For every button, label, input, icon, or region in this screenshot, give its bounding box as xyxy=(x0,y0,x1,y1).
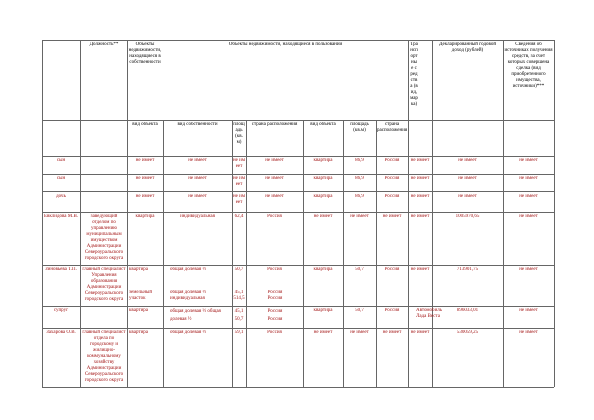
row-6-use-kind: не имеет xyxy=(313,330,333,335)
sub-owned-area: площадь (кв. м) xyxy=(233,122,245,145)
row-5-use-kind: квартира xyxy=(313,308,333,313)
row-5-vehicle: Автомобиль Лада Веста xyxy=(416,308,443,319)
row-5-use-area: 50,7 xyxy=(355,308,364,313)
row-1-own-country: не имеет xyxy=(265,176,284,181)
header-source: Сведения об источниках получения средств, за счет которых совершена сделка (вид приобретенного имущества, источники)*** xyxy=(504,42,553,89)
row-0-source: не имеет xyxy=(519,158,538,163)
header-position: Должность** xyxy=(89,42,119,47)
row-4-own-type: общая долевая ½ xyxy=(170,267,207,272)
row-0-own-area: не имеет xyxy=(233,158,245,169)
row-3-name: Евклидова М.В. xyxy=(43,214,79,219)
row-1-own-type: не имеет xyxy=(188,176,207,181)
row-5-income: 896033,01 xyxy=(456,308,479,313)
h-line xyxy=(42,328,554,329)
h-line xyxy=(42,174,554,175)
row-6-vehicle: не имеет xyxy=(410,330,430,335)
row-6-own-area: 59,1 xyxy=(234,330,244,335)
row-6-income: 530059,25 xyxy=(456,330,479,335)
h-line xyxy=(42,387,554,388)
row-3-source: не имеет xyxy=(519,214,538,219)
h-line xyxy=(42,120,554,121)
row-2-use-area: 86,9 xyxy=(355,194,364,199)
row-4-own-country-2: Россия Россия xyxy=(267,290,283,301)
row-2-use-country: Россия xyxy=(384,194,400,199)
row-6-own-country: Россия xyxy=(267,330,282,335)
row-5-own-country: Россия Россия xyxy=(267,309,283,322)
row-2-own-country: не имеет xyxy=(265,194,284,199)
row-0-use-area: 86,9 xyxy=(355,158,364,163)
sub-used-kind: вид объекта xyxy=(310,122,336,127)
h-line xyxy=(42,306,554,307)
row-3-own-kind: квартира xyxy=(135,214,155,219)
row-3-position: заведующий отделом по управлению муниципальным имуществом Администрации Североуральского городского округа xyxy=(84,214,124,261)
sub-owned-country: страна расположения xyxy=(251,122,298,127)
row-1-source: не имеет xyxy=(519,176,538,181)
h-line xyxy=(42,156,554,157)
row-0-use-country: Россия xyxy=(384,158,400,163)
row-4-name: Зиновьева Т.П. xyxy=(45,267,77,272)
row-1-vehicle: не имеет xyxy=(410,176,430,181)
row-1-use-kind: квартира xyxy=(313,176,333,181)
row-6-own-type: общая долевая ½ xyxy=(170,330,207,335)
sub-owned-type: вид собственности xyxy=(177,122,218,127)
row-4-own-kind: квартира xyxy=(129,267,148,272)
sub-owned-kind: вид объекта xyxy=(132,122,158,127)
row-6-own-kind: квартира xyxy=(129,330,148,335)
row-4-own-kind-2: земельный участок xyxy=(129,290,153,301)
row-6-source: не имеет xyxy=(519,330,538,335)
row-4-own-country: Россия xyxy=(267,267,282,272)
row-6-position: главный специалист отдела по городскому и жилищно-коммунальному хозяйству Администрации Североуральского городского округа xyxy=(82,330,126,383)
row-2-own-type: не имеет xyxy=(188,194,207,199)
row-5-own-area: 45,1 50,7 xyxy=(234,309,244,322)
row-3-vehicle: не имеет xyxy=(410,214,430,219)
row-1-name: сын xyxy=(56,176,66,181)
row-2-use-kind: квартира xyxy=(313,194,333,199)
row-3-own-area: 62,4 xyxy=(234,214,244,219)
h-line xyxy=(42,212,554,213)
row-4-vehicle: не имеет xyxy=(410,267,430,272)
h-line xyxy=(42,40,554,41)
header-income: Декларированный годовой доход (рублей) xyxy=(439,42,496,53)
row-2-name: дочь xyxy=(56,194,66,199)
row-6-use-country: не имеет xyxy=(382,330,402,335)
sub-used-country: страна расположения xyxy=(377,122,407,133)
header-vehicles: Транспортные средства (вид, марка) xyxy=(410,42,418,107)
row-2-vehicle: не имеет xyxy=(410,194,430,199)
row-2-own-area: не имеет xyxy=(233,194,245,205)
row-6-use-area: не имеет xyxy=(350,330,369,335)
row-0-own-kind: не имеет xyxy=(135,158,155,163)
row-1-own-area: не имеет xyxy=(233,176,245,187)
v-line xyxy=(554,40,555,387)
row-5-use-country: Россия xyxy=(384,308,400,313)
row-2-source: не имеет xyxy=(519,194,538,199)
sub-used-area: площадь (кв.м) xyxy=(350,122,369,133)
row-6-name: Захарова О.В. xyxy=(46,330,76,335)
row-4-income: 713901,75 xyxy=(456,267,479,272)
row-1-use-country: Россия xyxy=(384,176,400,181)
row-4-position: главный специалист Управления образования Администрации Североуральского городского округа xyxy=(82,267,126,302)
v-line xyxy=(80,40,81,387)
row-2-income: не имеет xyxy=(458,194,477,199)
row-5-own-type: общая долевая ½ общая долевая ½ xyxy=(170,309,221,322)
row-3-own-country: Россия xyxy=(267,214,282,219)
row-1-own-kind: не имеет xyxy=(135,176,155,181)
row-4-use-country: Россия xyxy=(384,267,400,272)
row-3-income: 1005970,65 xyxy=(455,214,480,219)
header-used-objects: Объекты недвижимости, находящиеся в пользовании xyxy=(228,42,343,47)
row-0-own-country: не имеет xyxy=(265,158,284,163)
row-5-own-kind: квартира xyxy=(129,308,148,313)
h-line xyxy=(42,265,554,266)
row-4-use-area: 50,7 xyxy=(355,267,364,272)
row-1-use-area: 86,9 xyxy=(355,176,364,181)
row-3-own-type: индивидуальная xyxy=(180,214,215,219)
row-5-source: не имеет xyxy=(519,308,538,313)
row-4-source: не имеет xyxy=(519,267,538,272)
row-5-name: супруг xyxy=(53,308,69,313)
h-line xyxy=(42,191,554,192)
row-4-own-type-2: общая долевая ½ индивидуальная xyxy=(170,290,207,301)
row-1-income: не имеет xyxy=(458,176,477,181)
row-0-income: не имеет xyxy=(458,158,477,163)
row-0-vehicle: не имеет xyxy=(410,158,430,163)
row-4-use-kind: квартира xyxy=(313,267,333,272)
row-3-use-area: не имеет xyxy=(350,214,369,219)
row-4-own-area: 50,7 xyxy=(234,267,244,272)
row-4-own-area-2: 45,1 514,5 xyxy=(233,290,245,301)
row-3-use-country: не имеет xyxy=(382,214,402,219)
row-0-name: сын xyxy=(56,158,66,163)
row-3-use-kind: не имеет xyxy=(313,214,333,219)
row-2-own-kind: не имеет xyxy=(135,194,155,199)
row-0-use-kind: квартира xyxy=(313,158,333,163)
header-owned-objects: Объекты недвижимости, находящиеся в собственности xyxy=(128,42,162,65)
row-0-own-type: не имеет xyxy=(188,158,207,163)
